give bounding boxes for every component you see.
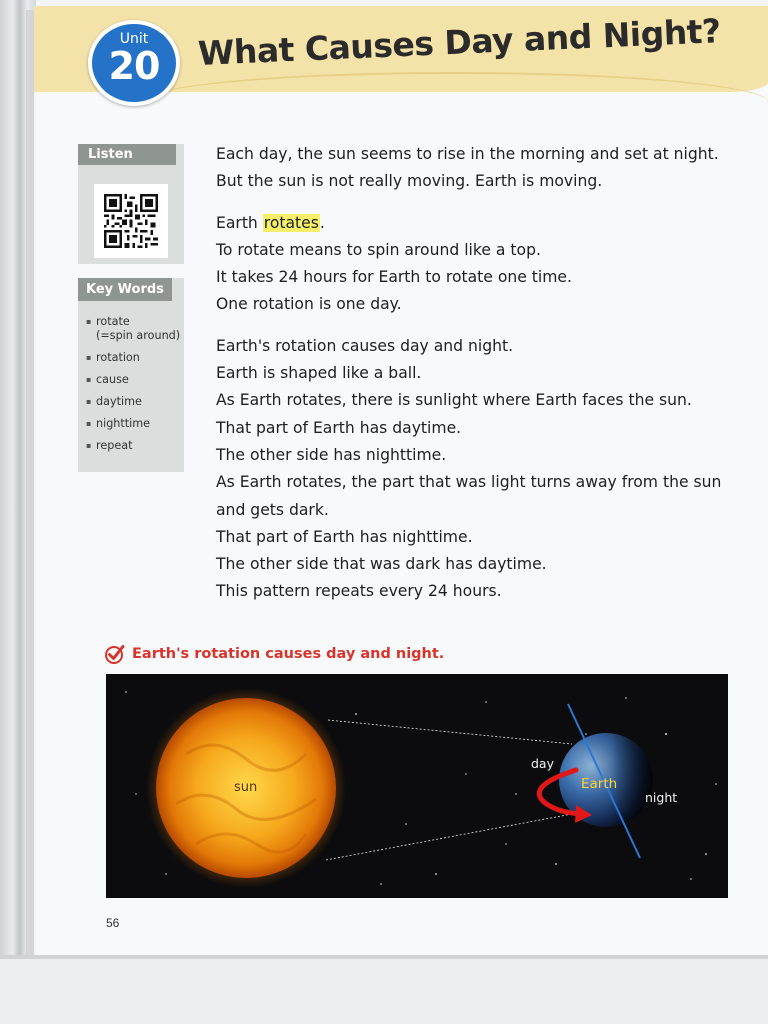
caption-text: Earth's rotation causes day and night. xyxy=(132,646,445,662)
day-label: day xyxy=(531,756,554,771)
passage-line: It takes 24 hours for Earth to rotate one time. xyxy=(216,268,572,287)
unit-label: Unit xyxy=(119,31,149,47)
listen-heading: Listen xyxy=(78,144,176,165)
passage-line xyxy=(216,210,736,237)
passage-line: Earth is shaped like a ball. xyxy=(216,364,422,383)
page-number: 56 xyxy=(106,916,120,930)
highlighted-key-word: rotates xyxy=(263,213,319,232)
unit-badge xyxy=(88,20,180,106)
page-bottom-edge xyxy=(0,955,768,1024)
passage-text: . xyxy=(319,213,325,232)
sun-label: sun xyxy=(234,780,258,795)
key-words-list xyxy=(78,301,184,457)
unit-number: 20 xyxy=(108,44,160,88)
key-words-box xyxy=(78,278,184,472)
listen-box xyxy=(78,144,184,264)
qr-code-icon[interactable] xyxy=(94,184,168,258)
figure-caption xyxy=(104,643,444,665)
passage-line: But the sun is not really moving. Earth is moving. xyxy=(216,172,603,191)
day-night-diagram xyxy=(106,674,728,898)
passage-line: Earth's rotation causes day and night. xyxy=(216,336,514,355)
passage-line: Each day, the sun seems to rise in the morning and set at night. xyxy=(216,145,719,163)
key-word: rotate xyxy=(96,315,130,328)
passage-line: The other side that was dark has daytime. xyxy=(216,555,547,574)
spine-shadow xyxy=(26,10,38,960)
night-label: night xyxy=(645,790,678,805)
passage-line: and gets dark. xyxy=(216,500,329,519)
key-word: cause xyxy=(96,373,129,386)
key-word-item xyxy=(86,435,184,457)
passage-line: One rotation is one day. xyxy=(216,295,402,314)
key-word: repeat xyxy=(96,439,133,452)
earth-label: Earth xyxy=(581,776,618,792)
key-word: nighttime xyxy=(96,417,151,430)
reading-passage xyxy=(216,141,736,606)
key-word-item xyxy=(86,391,184,413)
check-circle-icon xyxy=(104,643,126,665)
key-word: rotation xyxy=(96,351,140,364)
passage-line: The other side has nighttime. xyxy=(216,445,447,464)
passage-line: That part of Earth has daytime. xyxy=(216,418,462,437)
passage-line: As Earth rotates, the part that was light turns away from the sun xyxy=(216,473,722,492)
passage-line: To rotate means to spin around like a top. xyxy=(216,240,541,259)
key-word-item xyxy=(86,311,184,347)
passage-text: Earth xyxy=(216,213,263,232)
page-title: What Causes Day and Night? xyxy=(197,11,722,73)
key-words-heading: Key Words xyxy=(78,278,172,301)
passage-line: That part of Earth has nighttime. xyxy=(216,527,473,546)
key-word-item xyxy=(86,347,184,369)
passage-line: This pattern repeats every 24 hours. xyxy=(216,582,502,601)
space-illustration xyxy=(106,674,728,898)
key-word: daytime xyxy=(96,395,142,408)
light-ray-bottom xyxy=(326,814,572,860)
light-ray-top xyxy=(328,720,572,744)
key-word-note: (=spin around) xyxy=(96,329,181,342)
key-word-item xyxy=(86,369,184,391)
key-word-item xyxy=(86,413,184,435)
passage-line: As Earth rotates, there is sunlight where Earth faces the sun. xyxy=(216,391,692,410)
